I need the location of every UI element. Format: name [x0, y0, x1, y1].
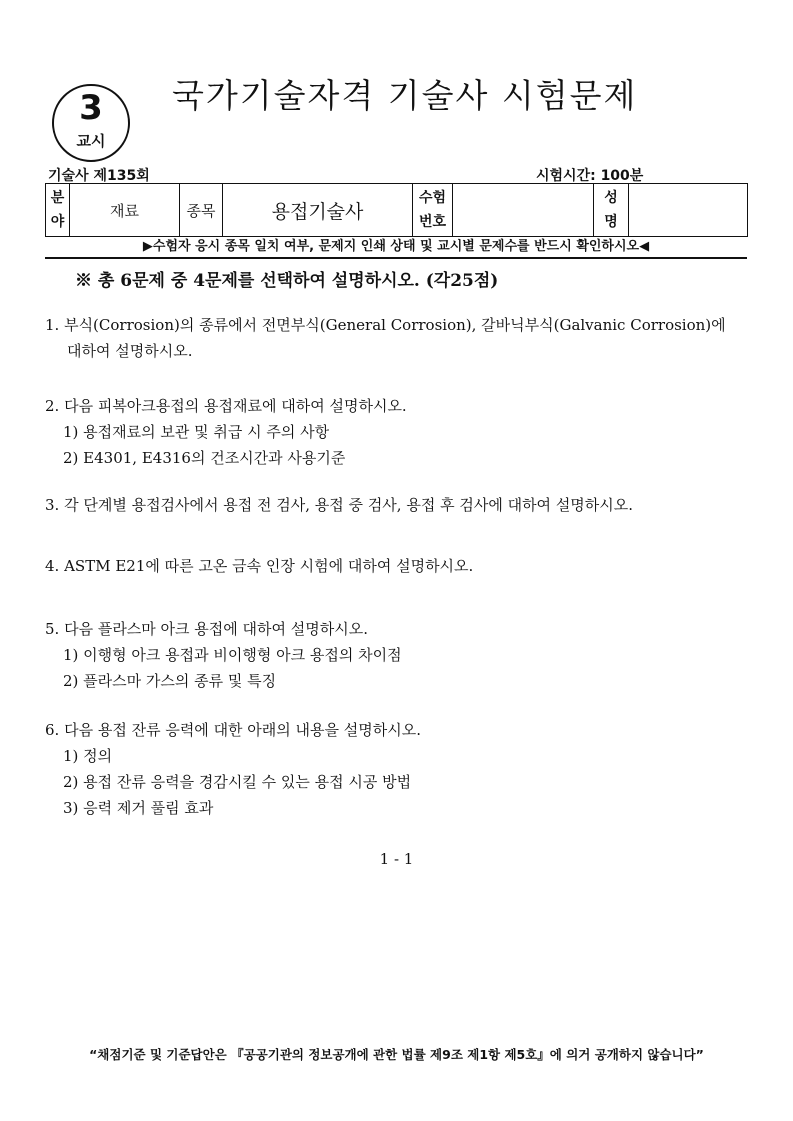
item-label: 종목: [180, 184, 223, 237]
question-text: 3. 각 단계별 용접검사에서 용접 전 검사, 용접 중 검사, 용접 후 검사에 대하여 설명하시오.: [45, 496, 634, 514]
exam-no-label-cell: [413, 184, 453, 237]
document-title: 국가기술자격 기술사 시험문제: [172, 76, 638, 115]
footer-note: “채점기준 및 기준답안은 『공공기관의 정보공개에 관한 법률 제9조 제1항 제5호』에 의거 공개하지 않습니다”: [89, 1047, 704, 1062]
question-5: [45, 616, 402, 694]
question-text: 4. ASTM E21에 따른 고온 금속 인장 시험에 대하여 설명하시오.: [45, 557, 474, 575]
sub-item: 2) E4301, E4316의 건조시간과 사용기준: [63, 449, 346, 467]
sub-item: 3) 응력 제거 풀림 효과: [63, 799, 214, 817]
field-label-cell: [46, 184, 70, 237]
name-label-top: 성: [604, 190, 618, 206]
name-field[interactable]: [629, 184, 748, 237]
item-value: 용접기술사: [223, 184, 413, 237]
exam-no-label-top: 수험: [418, 190, 447, 206]
exam-info-table: [45, 183, 748, 237]
period-number: 3: [79, 88, 103, 128]
question-text: 2. 다음 피복아크용접의 용접재료에 대하여 설명하시오.: [45, 397, 407, 415]
sub-item: 2) 플라스마 가스의 종류 및 특징: [63, 672, 277, 690]
exam-time: 시험시간: 100분: [536, 168, 644, 184]
question-6: [45, 717, 421, 821]
question-text: 5. 다음 플라스마 아크 용접에 대하여 설명하시오.: [45, 620, 368, 638]
question-text-continued: 대하여 설명하시오.: [67, 342, 193, 360]
exam-no-label-bottom: 번호: [418, 214, 447, 230]
exam-session: 기술사 제135회: [48, 168, 150, 184]
period-label: 교시: [76, 132, 106, 150]
period-badge: [52, 84, 130, 162]
question-3: [45, 492, 633, 518]
sub-item: 1) 정의: [63, 747, 113, 765]
field-label-top: 분: [50, 190, 65, 206]
question-text: 6. 다음 용접 잔류 응력에 대한 아래의 내용을 설명하시오.: [45, 721, 422, 739]
field-value: 재료: [70, 184, 180, 237]
sub-item: 1) 용접재료의 보관 및 취급 시 주의 사항: [63, 423, 330, 441]
sub-item: 1) 이행형 아크 용접과 비이행형 아크 용접의 차이점: [63, 646, 402, 664]
name-label-cell: [594, 184, 629, 237]
page-number: 1 - 1: [379, 850, 414, 868]
question-4: [45, 553, 473, 579]
question-2: [45, 393, 407, 471]
name-label-bottom: 명: [604, 214, 618, 230]
sub-item: 2) 용접 잔류 응력을 경감시킬 수 있는 용접 시공 방법: [63, 773, 412, 791]
exam-no-field[interactable]: [453, 184, 594, 237]
question-text: 1. 부식(Corrosion)의 종류에서 전면부식(General Corrosion), 갈바닉부식(Galvanic Corrosion)에: [45, 316, 726, 334]
instruction: ※ 총 6문제 중 4문제를 선택하여 설명하시오. (각25점): [75, 271, 499, 291]
check-notice: ▶수험자 응시 종목 일치 여부, 문제지 인쇄 상태 및 교시별 문제수를 반드시 확인하시오◀: [45, 237, 747, 259]
question-1: [45, 312, 726, 364]
field-label-bottom: 야: [50, 214, 65, 230]
